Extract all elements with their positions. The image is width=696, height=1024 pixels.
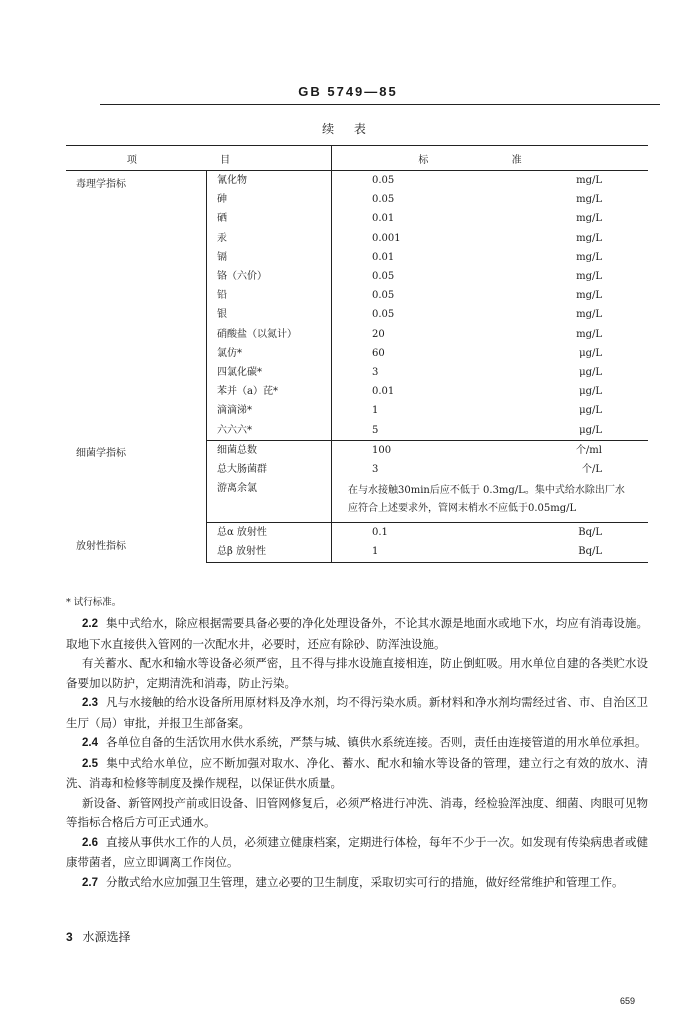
clause-number: 2.7: [82, 876, 98, 889]
item-name: 六六六*: [207, 421, 332, 441]
standard-value: 3: [332, 363, 523, 382]
table-row: [66, 523, 648, 543]
standard-unit: μg/L: [522, 421, 648, 441]
item-name: 总β 放射性: [207, 542, 332, 562]
paragraph-text: 凡与水接触的给水设备所用原材料及净水剂，均不得污染水质。新材料和净水剂均需经过省、市、自治区卫生厅（局）审批，并报卫生部备案。: [66, 695, 648, 730]
item-name: 硒: [217, 213, 227, 225]
standard-code: GB 5749—85: [298, 84, 398, 99]
item-name: 铅: [217, 290, 227, 302]
standard-unit: mg/L: [576, 328, 602, 340]
standards-table: [66, 145, 648, 563]
table-header-row: [66, 146, 648, 171]
item-name: 镉: [217, 251, 227, 263]
paragraph-text: 新设备、新管网投产前或旧设备、旧管网修复后，必须严格进行冲洗、消毒，经检验浑浊度、细菌、肉眼可见物等指标合格后方可正式通水。: [66, 795, 648, 829]
clause-number: 2.6: [82, 836, 98, 849]
paragraph-text: 直接从事供水工作的人员，必须建立健康档案，定期进行体检，每年不少于一次。如发现有传染病患者或健康带菌者，应立即调离工作岗位。: [66, 834, 648, 869]
body-text: [66, 614, 648, 893]
standard-value: 1: [332, 401, 523, 420]
column-header-standard: 标 准: [332, 146, 649, 171]
page-number: 659: [620, 996, 636, 1006]
standard-unit: μg/L: [579, 367, 602, 379]
standard-unit: mg/L: [576, 290, 602, 302]
item-name: 氰化物: [217, 175, 247, 186]
standard-unit: mg/L: [576, 271, 602, 283]
clause-number: 2.2: [82, 618, 98, 630]
standard-note: 在与水接触30min后应不低于 0.3mg/L。集中式给水除出厂水应符合上述要求外，管网末梢水不应低于0.05mg/L: [332, 479, 649, 523]
standard-value: 0.05: [332, 171, 523, 191]
standard-value: 0.05: [332, 286, 523, 305]
item-name: 游离余氯: [207, 479, 332, 523]
standard-value: 0.01: [332, 209, 523, 228]
paragraph-text: 集中式给水单位，应不断加强对取水、净化、蓄水、配水和输水等设备的管理，建立行之有效的放水、清洗、消毒和检修等制度及操作规程，以保证供水质量。: [66, 755, 648, 790]
section-number: 3: [66, 930, 73, 944]
standard-unit: mg/L: [576, 309, 602, 321]
standard-unit: μg/L: [579, 347, 602, 359]
standard-value: 0.05: [332, 190, 523, 209]
standard-unit: 个/L: [581, 464, 602, 476]
standard-value: 0.01: [332, 248, 523, 267]
standard-value: 0.1: [332, 523, 523, 543]
clause-number: 2.5: [82, 757, 98, 770]
group-label: 放射性指标: [66, 523, 207, 562]
standard-value: 0.01: [332, 382, 523, 401]
standard-value: 0.05: [332, 305, 523, 324]
table-footnote: * 试行标准。: [66, 597, 122, 608]
paragraph-text: 分散式给水应加强卫生管理，建立必要的卫生制度，采取切实可行的措施，做好经常维护和管理工作。: [106, 874, 624, 889]
paragraph: [66, 754, 648, 794]
paragraph: [66, 693, 648, 733]
standard-unit: mg/L: [576, 251, 602, 263]
standard-unit: Bq/L: [578, 527, 602, 539]
standard-unit: 个/ml: [575, 444, 602, 456]
item-name: 银: [217, 309, 227, 321]
paragraph: [66, 873, 648, 894]
paragraph: [66, 833, 648, 873]
item-name: 砷: [217, 194, 227, 206]
standard-unit: μg/L: [579, 405, 602, 417]
table-row: [66, 440, 648, 460]
item-name: 总α 放射性: [217, 527, 267, 539]
paragraph: [66, 794, 648, 833]
section-heading: [66, 928, 131, 945]
group-label: 毒理学指标: [66, 171, 207, 441]
standard-unit: mg/L: [576, 175, 602, 186]
standard-unit: mg/L: [576, 213, 602, 225]
paragraph-text: 各单位自备的生活饮用水供水系统，严禁与城、镇供水系统连接。否则，责任由连接管道的用水单位承担。: [106, 735, 647, 749]
standard-value: 0.001: [332, 229, 523, 248]
item-name: 滴滴涕*: [217, 405, 252, 417]
item-name: 氯仿*: [217, 347, 242, 359]
item-name: 铬（六价）: [217, 271, 267, 283]
section-title: 水源选择: [82, 930, 131, 944]
standard-value: 0.05: [332, 267, 523, 286]
standard-value: 1: [332, 542, 523, 562]
standard-value: 60: [332, 344, 523, 363]
item-name: 硝酸盐（以氮计）: [217, 328, 297, 340]
clause-number: 2.3: [82, 697, 98, 709]
header-rule: [100, 104, 660, 105]
paragraph-text: 有关蓄水、配水和输水等设备必须严密，且不得与排水设施直接相连，防止倒虹吸。用水单位自建的各类贮水设备要加以防护，定期清洗和消毒，防止污染。: [66, 656, 648, 690]
item-name: 细菌总数: [217, 444, 257, 456]
item-name: 总大肠菌群: [217, 464, 267, 476]
standard-unit: mg/L: [576, 194, 602, 206]
paragraph: [66, 614, 648, 654]
paragraph: [66, 654, 648, 693]
item-name: 汞: [217, 232, 227, 244]
column-header-item: 项 目: [66, 146, 332, 171]
item-name: 四氯化碳*: [217, 367, 262, 379]
table-caption: 续 表: [322, 122, 374, 136]
standard-value: 100: [332, 440, 523, 460]
standard-value: 3: [332, 460, 523, 479]
standard-value: 20: [332, 325, 523, 344]
table-row: [66, 171, 648, 191]
paragraph-text: 集中式给水，除应根据需要具备必要的净化处理设备外，不论其水源是地面水或地下水，均应有消毒设施。取地下水直接供入管网的一次配水井，必要时，还应有除砂、防浑浊设施。: [66, 616, 648, 651]
standard-unit: mg/L: [576, 232, 602, 244]
standard-unit: Bq/L: [522, 542, 648, 562]
group-label: 细菌学指标: [66, 440, 207, 522]
standard-value: 5: [332, 421, 523, 441]
paragraph: [66, 733, 648, 754]
item-name: 苯并（a）芘*: [217, 386, 278, 398]
standard-unit: μg/L: [579, 386, 602, 398]
page-header: [0, 84, 696, 99]
clause-number: 2.4: [82, 737, 98, 749]
